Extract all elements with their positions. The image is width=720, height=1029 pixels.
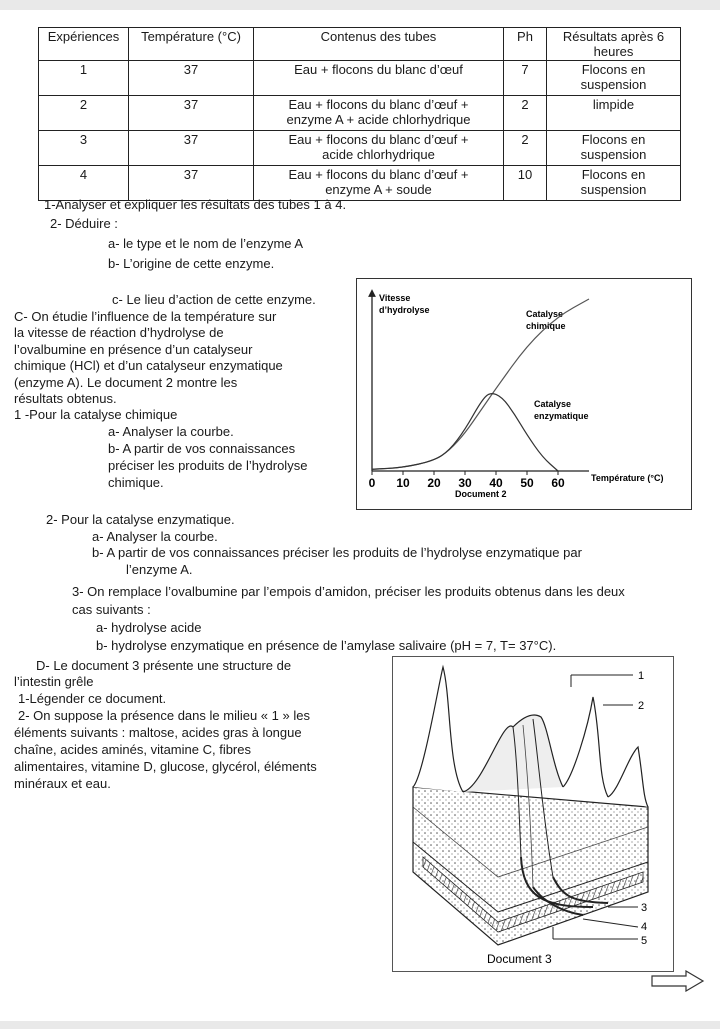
cell-temp: 37 (129, 61, 254, 96)
label-2: 2 (638, 700, 645, 712)
cell-ph: 2 (504, 131, 547, 166)
y-axis-label-line2: d’hydrolyse (379, 305, 430, 315)
label-4: 4 (641, 921, 648, 933)
x-tick-label: 30 (458, 476, 472, 490)
section-d-line: alimentaires, vitamine D, glucose, glycérol, éléments (14, 759, 317, 774)
section-d-line: 2- On suppose la présence dans le milieu « 1 » les (18, 708, 310, 723)
document-2-figure (356, 278, 692, 510)
hydrolysis-chart (357, 279, 691, 509)
villus-left (413, 667, 463, 792)
header-contenus: Contenus des tubes (254, 28, 504, 61)
label-5: 5 (641, 935, 648, 947)
question-c2b-line1: b- A partir de vos connaissances préciser les produits de l’hydrolyse enzymatique par (92, 545, 582, 560)
section-c-line: C- On étudie l’influence de la température sur (14, 309, 277, 324)
cell-contenu (254, 166, 504, 201)
question-c3-line1: 3- On remplace l’ovalbumine par l’empois d’amidon, préciser les produits obtenus dans les deux (72, 584, 625, 599)
cell-ph: 7 (504, 61, 547, 96)
table-row (39, 61, 681, 96)
section-d-line: chaîne, acides aminés, vitamine C, fibres (14, 742, 251, 757)
question-c1b-line3: chimique. (108, 475, 164, 490)
header-ph: Ph (504, 28, 547, 61)
cell-resultat: Flocons en suspension (547, 166, 681, 201)
section-c-line: la vitesse de réaction d’hydrolyse de (14, 325, 224, 340)
series-label-chemical-line1: Catalyse (526, 309, 564, 319)
cell-contenu (254, 96, 504, 131)
question-b2b: b- L’origine de cette enzyme. (108, 256, 275, 271)
next-page-arrow-icon (650, 970, 706, 992)
section-c-line: l’ovalbumine en présence d’un catalyseur (14, 342, 253, 357)
cell-exp: 4 (39, 166, 129, 201)
section-c-line: chimique (HCl) et d’un catalyseur enzymatique (14, 358, 283, 373)
question-c1b-line1: b- A partir de vos connaissances (108, 441, 296, 456)
question-b2c: c- Le lieu d’action de cette enzyme. (112, 292, 316, 307)
contenu-line1: Eau + flocons du blanc d’œuf + (288, 167, 469, 182)
y-axis-label-line1: Vitesse (379, 293, 411, 303)
x-tick-label: 20 (427, 476, 441, 490)
cell-ph: 10 (504, 166, 547, 201)
cell-resultat: limpide (547, 96, 681, 131)
table-header-row (39, 28, 681, 61)
cell-exp: 3 (39, 131, 129, 166)
question-c1: 1 -Pour la catalyse chimique (14, 407, 178, 422)
question-b2: 2- Déduire : (50, 216, 118, 231)
section-d-line: 1-Légender ce document. (18, 691, 167, 706)
question-c2a: a- Analyser la courbe. (92, 529, 218, 544)
cell-resultat: Flocons en suspension (547, 131, 681, 166)
question-c3a: a- hydrolyse acide (96, 620, 202, 635)
cell-ph: 2 (504, 96, 547, 131)
document-3-figure (392, 656, 674, 972)
contenu-line2: enzyme A + acide chlorhydrique (286, 112, 471, 127)
villus-right (563, 697, 608, 797)
question-c3b: b- hydrolyse enzymatique en présence de l’amylase salivaire (pH = 7, T= 37°C). (96, 638, 557, 653)
header-temperature: Température (°C) (129, 28, 254, 61)
cell-contenu (254, 61, 504, 96)
cell-exp: 2 (39, 96, 129, 131)
question-c3-line2: cas suivants : (72, 602, 151, 617)
cell-exp: 1 (39, 61, 129, 96)
section-d-line: minéraux et eau. (14, 776, 111, 791)
label-1: 1 (638, 670, 645, 682)
document-3-caption: Document 3 (487, 952, 552, 966)
villus-center (463, 715, 563, 792)
contenu-line1: Eau + flocons du blanc d’œuf + (288, 97, 469, 112)
series-label-enzymatic-line2: enzymatique (534, 411, 589, 421)
cell-temp: 37 (129, 96, 254, 131)
bottom-edge (0, 1021, 720, 1029)
x-tick-label: 0 (368, 476, 376, 490)
contenu-line1: Eau + flocons du blanc d’œuf + (288, 132, 469, 147)
x-tick-label: 50 (520, 476, 534, 490)
villus-edge (608, 747, 648, 807)
x-axis-label: Température (°C) (591, 473, 664, 483)
table-row (39, 131, 681, 166)
experiment-table (38, 27, 681, 201)
question-b2a: a- le type et le nom de l’enzyme A (108, 236, 304, 251)
question-b1: 1-Analyser et expliquer les résultats des tubes 1 à 4. (44, 197, 347, 212)
contenu-line1: Eau + flocons du blanc d’œuf (294, 62, 463, 77)
leader-line-4 (583, 919, 638, 927)
chart-title: Document 2 (455, 489, 507, 499)
label-3: 3 (641, 902, 648, 914)
cell-temp: 37 (129, 131, 254, 166)
question-c2b-line2: l’enzyme A. (126, 562, 193, 577)
top-edge (0, 0, 720, 10)
section-c-line: résultats obtenus. (14, 391, 117, 406)
x-tick-label: 60 (551, 476, 565, 490)
cell-resultat: Flocons en suspension (547, 61, 681, 96)
x-tick-label: 40 (489, 476, 503, 490)
section-d-line: l’intestin grêle (14, 674, 94, 689)
series-label-chemical-line2: chimique (526, 321, 566, 331)
section-c-line: (enzyme A). Le document 2 montre les (14, 375, 238, 390)
cell-temp: 37 (129, 166, 254, 201)
table-row (39, 166, 681, 201)
contenu-line2: enzyme A + soude (325, 182, 432, 197)
section-d-line: D- Le document 3 présente une structure de (36, 658, 292, 673)
question-c2: 2- Pour la catalyse enzymatique. (46, 512, 235, 527)
cell-contenu (254, 131, 504, 166)
series-label-enzymatic-line1: Catalyse (534, 399, 572, 409)
x-tick-label: 10 (396, 476, 410, 490)
table-row (39, 96, 681, 131)
intestine-villi-diagram (393, 657, 673, 971)
question-c1b-line2: préciser les produits de l’hydrolyse (108, 458, 308, 473)
header-resultats: Résultats après 6 heures (547, 28, 681, 61)
question-c1a: a- Analyser la courbe. (108, 424, 234, 439)
header-experiences: Expériences (39, 28, 129, 61)
contenu-line2: acide chlorhydrique (322, 147, 435, 162)
section-d-line: éléments suivants : maltose, acides gras à longue (14, 725, 302, 740)
